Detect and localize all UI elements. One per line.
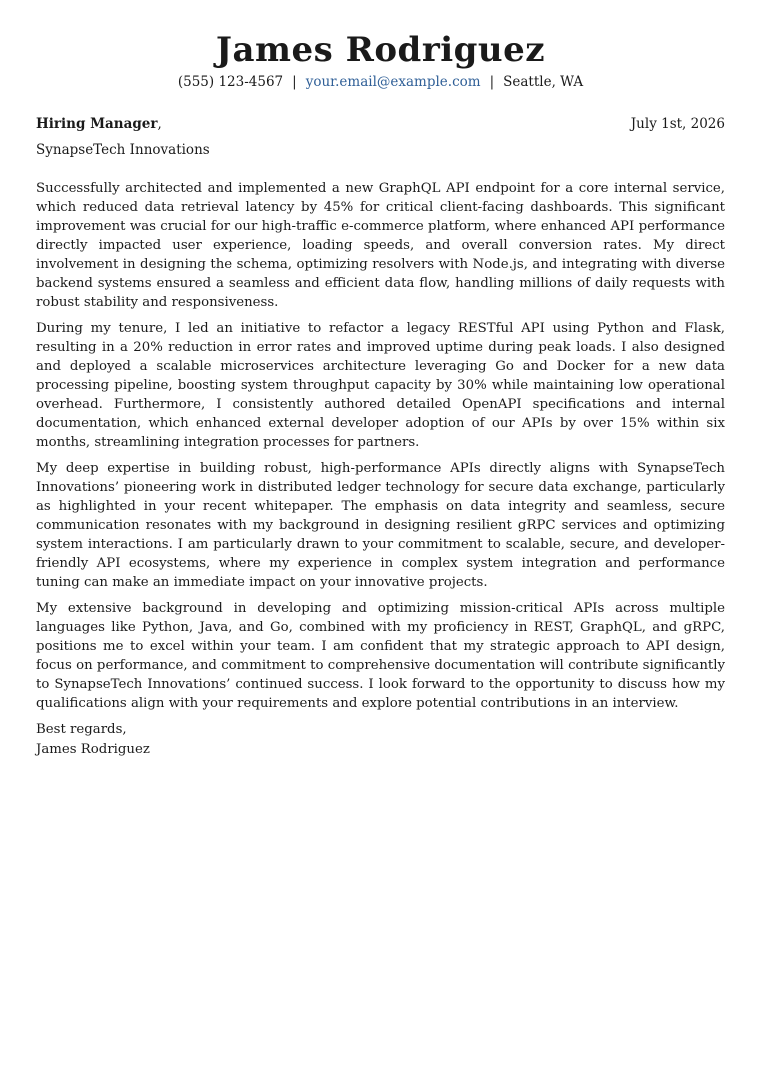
closing-block bbox=[36, 720, 725, 759]
phone-number: (555) 123-4567 bbox=[177, 74, 284, 90]
body-paragraph: Successfully architected and implemented a new GraphQL API endpoint for a core internal service, which reduced data retrieval latency by 45% for critical client-facing dashboards. This significant improvement was crucial for our high-traffic e-commerce platform, where enhanced API performance directly impacted user experience, loading speeds, and overall conversion rates. My direct involvement in designing the schema, optimizing resolvers with Node.js, and integrating with diverse backend systems ensured a seamless and efficient data flow, handling millions of daily requests with robust stability and responsiveness. bbox=[36, 181, 725, 310]
body-paragraph: During my tenure, I led an initiative to refactor a legacy RESTful API using Python and Flask, resulting in a 20% reduction in error rates and improved uptime during peak loads. I also designed and deployed a scalable microservices architecture leveraging Go and Docker for a new data processing pipeline, boosting system throughput capacity by 30% while maintaining low operational overhead. Furthermore, I consistently authored detailed OpenAPI specifications and internal documentation, which enhanced external developer adoption of our APIs by over 15% within six months, streamlining integration processes for partners. bbox=[36, 321, 725, 450]
recipient-block bbox=[36, 114, 162, 134]
body-paragraph: My extensive background in developing and optimizing mission-critical APIs across multiple languages like Python, Java, and Go, combined with my proficiency in REST, GraphQL, and gRPC, positions me to excel within your team. I am confident that my strategic approach to API design, focus on performance, and commitment to comprehensive documentation will contribute significantly to SynapseTech Innovations’ continued success. I look forward to the opportunity to discuss how my qualifications align with your requirements and explore potential contributions in an interview. bbox=[36, 601, 725, 711]
contact-separator: | bbox=[489, 74, 495, 90]
recipient-name: Hiring Manager bbox=[36, 116, 158, 132]
cover-letter-page bbox=[36, 0, 725, 759]
contact-separator: | bbox=[292, 74, 297, 90]
recipient-name-suffix: , bbox=[157, 116, 162, 132]
applicant-name: James Rodriguez bbox=[215, 30, 546, 70]
location: Seattle, WA bbox=[503, 74, 584, 90]
contact-line bbox=[36, 72, 725, 92]
company-name: SynapseTech Innovations bbox=[36, 142, 210, 158]
email-link[interactable]: your.email@example.com bbox=[305, 74, 481, 90]
closing-salutation: Best regards, bbox=[36, 722, 127, 737]
closing-signature: James Rodriguez bbox=[36, 741, 150, 757]
body-paragraph: My deep expertise in building robust, high-performance APIs directly aligns with SynapseTech Innovations’ pioneering work in distributed ledger technology for secure data exchange, particularly as highlighted in your recent whitepaper. The emphasis on data integrity and seamless, secure communication resonates with my background in designing resilient gRPC services and optimizing system interactions. I am particularly drawn to your commitment to scalable, secure, and developer-friendly API ecosystems, where my experience in complex system integration and performance tuning can make an immediate impact on your innovative projects. bbox=[36, 461, 725, 590]
letter-date: July 1st, 2026 bbox=[630, 116, 725, 132]
recipient-row bbox=[36, 114, 725, 134]
